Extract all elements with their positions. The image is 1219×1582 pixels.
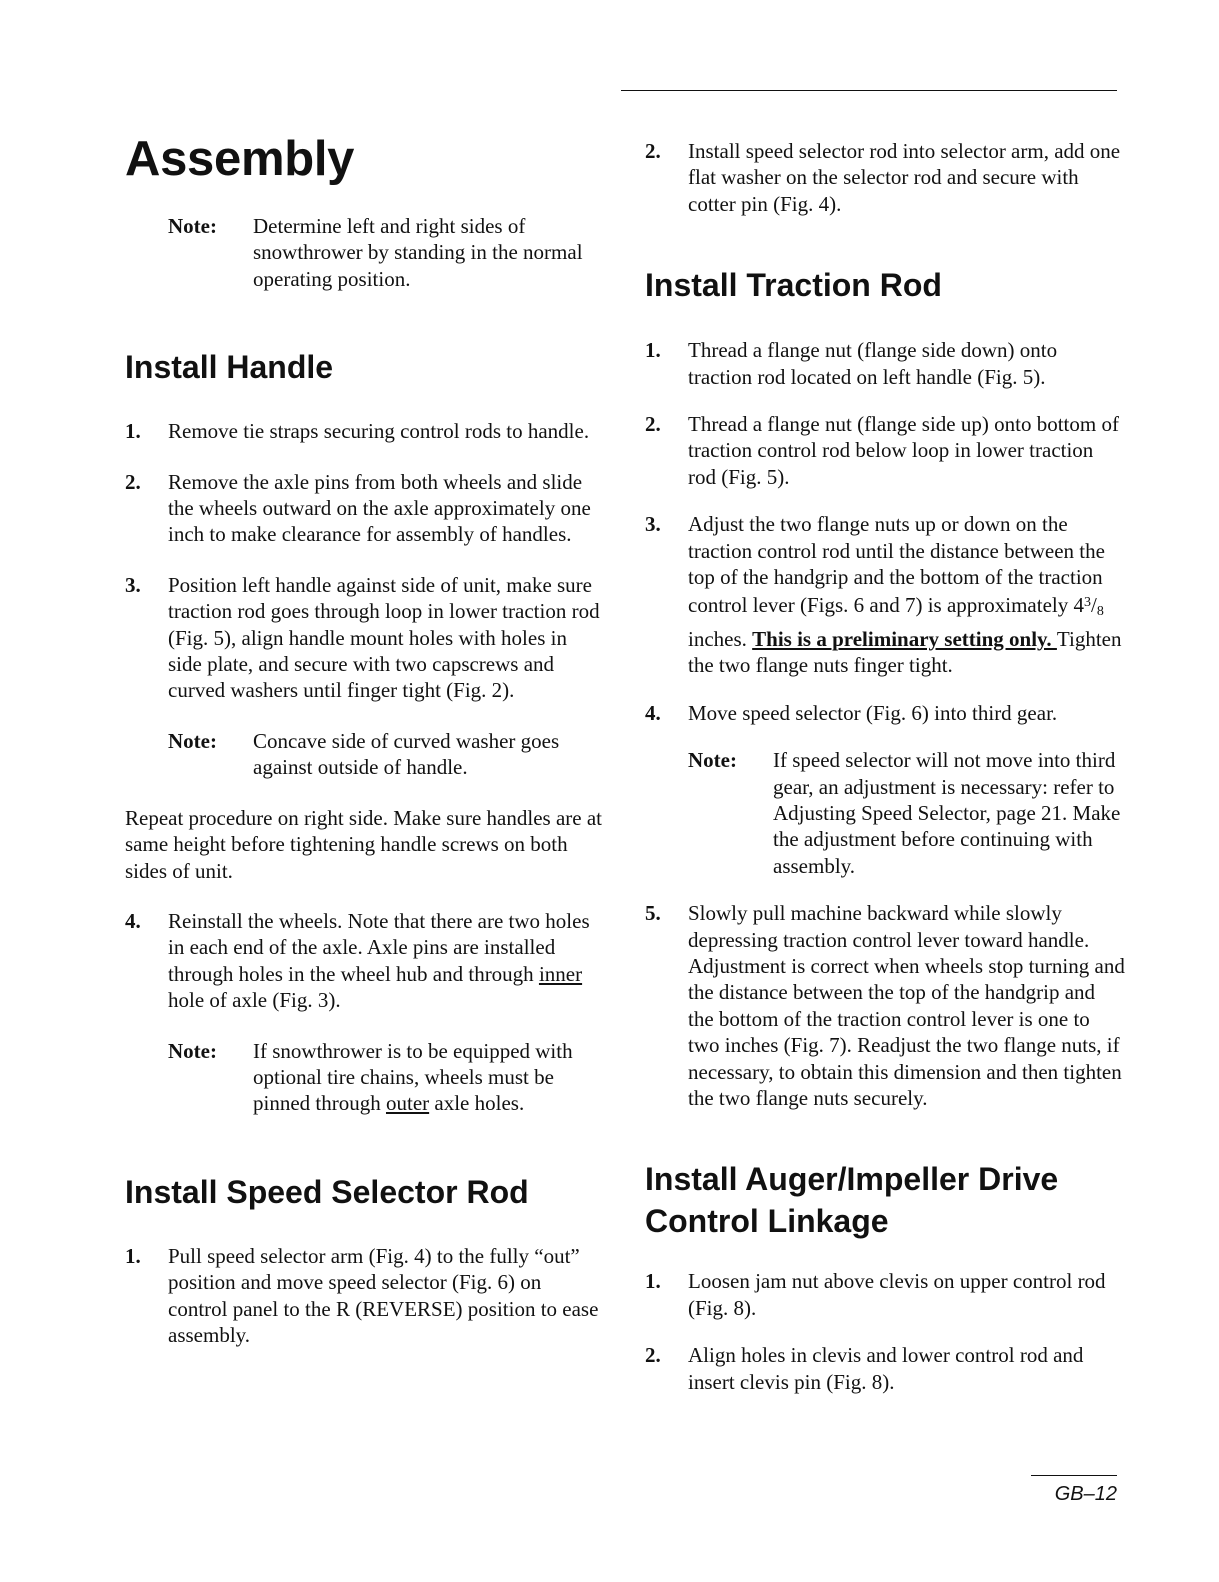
note-label: Note: bbox=[688, 748, 737, 773]
page-title: Assembly bbox=[125, 132, 355, 186]
step-text: Pull speed selector arm (Fig. 4) to the fully “out” position and move speed selector (Fig. 6) on control panel to the R (REVERSE) position to ease assembly. bbox=[168, 1243, 599, 1347]
traction-step-4 bbox=[645, 700, 1125, 726]
traction-step-3 bbox=[645, 511, 1125, 678]
speed-step-2 bbox=[645, 138, 1125, 217]
step-text: Thread a flange nut (flange side up) onto bottom of traction control rod below loop in lower traction rod (Fig. 5). bbox=[688, 412, 1119, 489]
footer-rule bbox=[1031, 1475, 1117, 1476]
note-text: Concave side of curved washer goes against outside of handle. bbox=[253, 728, 560, 780]
note-label: Note: bbox=[168, 1038, 217, 1063]
handle-note-4 bbox=[168, 1038, 605, 1117]
step-number: 1. bbox=[125, 1243, 141, 1268]
step-text: Reinstall the wheels. Note that there are two holes in each end of the axle. Axle pins are installed through holes in the wheel hub and through inner hole of axle (Fig. 3). bbox=[168, 908, 590, 1013]
install-traction-heading: Install Traction Rod bbox=[645, 267, 942, 304]
handle-step-2 bbox=[125, 469, 605, 548]
install-auger-heading: Install Auger/Impeller Drive Control Linkage bbox=[645, 1161, 1059, 1240]
step-number: 3. bbox=[645, 512, 661, 537]
traction-step-1 bbox=[645, 337, 1125, 390]
note-text: If speed selector will not move into third gear, an adjustment is necessary: refer to Adjusting Speed Selector, page 21. Make the adjustment before continuing with assembly. bbox=[773, 748, 1121, 878]
install-speed-selector-heading: Install Speed Selector Rod bbox=[125, 1173, 529, 1210]
step-number: 4. bbox=[645, 700, 661, 725]
step-text: Align holes in clevis and lower control rod and insert clevis pin (Fig. 8). bbox=[688, 1343, 1084, 1394]
note-label: Note: bbox=[168, 728, 217, 753]
underlined-outer: outer bbox=[385, 1091, 430, 1116]
preliminary-warning: This is a preliminary setting only. bbox=[752, 626, 1057, 651]
step-number: 1. bbox=[645, 338, 661, 363]
install-handle-heading: Install Handle bbox=[125, 349, 334, 386]
intro-note bbox=[168, 213, 605, 292]
fraction-numerator: 3 bbox=[1084, 595, 1091, 611]
note-text: If snowthrower is to be equipped with optional tire chains, wheels must be pinned through outer axle holes. bbox=[253, 1038, 573, 1116]
underlined-inner: inner bbox=[538, 961, 583, 986]
step-number: 2. bbox=[645, 412, 661, 437]
step-text: Install speed selector rod into selector arm, add one flat washer on the selector rod and secure with cotter pin (Fig. 4). bbox=[688, 139, 1121, 216]
handle-note-3 bbox=[168, 728, 605, 781]
step-text: Loosen jam nut above clevis on upper control rod (Fig. 8). bbox=[688, 1269, 1106, 1320]
handle-step-3 bbox=[125, 572, 605, 704]
step-number: 2. bbox=[645, 139, 661, 163]
note-label: Note: bbox=[168, 214, 217, 238]
step-text: Adjust the two flange nuts up or down on the traction control rod until the distance between the top of the handgrip and the bottom of the traction control lever (Figs. 6 and 7) is approximately $4^3/8$ inches. This is a preliminary setting only. Tighten the two flange nuts finger tight. bbox=[688, 512, 1122, 678]
step-number: 5. bbox=[645, 901, 661, 926]
step-text: Position left handle against side of unit, make sure traction rod goes through loop in lower traction rod (Fig. 5), align handle mount holes with holes in side plate, and secure with two capscrews and curved washers until finger tight (Fig. 2). bbox=[168, 572, 600, 703]
step-number: 2. bbox=[125, 469, 141, 494]
handle-step-1 bbox=[125, 418, 605, 444]
speed-step-1 bbox=[125, 1243, 605, 1349]
note-text: Determine left and right sides of snowthrower by standing in the normal operating position. bbox=[253, 214, 583, 291]
step-number: 1. bbox=[125, 419, 141, 444]
page-number: GB–12 bbox=[1054, 1483, 1117, 1505]
auger-step-2 bbox=[645, 1342, 1125, 1395]
handle-step-4 bbox=[125, 908, 605, 1014]
left-column bbox=[125, 128, 605, 1348]
step-text: Slowly pull machine backward while slowly depressing traction control lever toward handle. Adjustment is correct when wheels stop turning and the distance between the top of the handgrip and the bottom of the traction control lever is one to two inches (Fig. 7). Readjust the two flange nuts, if necessary, to obtain this dimension and then tighten the two flange nuts securely. bbox=[688, 901, 1125, 1110]
step-number: 1. bbox=[645, 1269, 661, 1294]
step-text: Thread a flange nut (flange side down) onto traction rod located on left handle (Fig. 5). bbox=[688, 338, 1058, 389]
step-text: Remove tie straps securing control rods to handle. bbox=[168, 419, 590, 444]
step-number: 2. bbox=[645, 1343, 661, 1368]
repeat-paragraph: Repeat procedure on right side. Make sure handles are at same height before tightening handle screws on both sides of unit. bbox=[125, 805, 602, 883]
traction-step-5 bbox=[645, 900, 1125, 1111]
step-number: 4. bbox=[125, 908, 141, 933]
fraction-denominator: 8 bbox=[1096, 604, 1104, 620]
header-rule bbox=[621, 90, 1117, 91]
step-text: Move speed selector (Fig. 6) into third gear. bbox=[688, 700, 1058, 725]
step-number: 3. bbox=[125, 572, 141, 597]
step-text: Remove the axle pins from both wheels and slide the wheels outward on the axle approximately one inch to make clearance for assembly of handles. bbox=[168, 469, 591, 547]
fraction-slash: / bbox=[1091, 593, 1097, 618]
traction-step-2 bbox=[645, 411, 1125, 490]
auger-step-1 bbox=[645, 1268, 1125, 1321]
right-column bbox=[645, 138, 1125, 1395]
traction-note-4 bbox=[688, 747, 1125, 879]
